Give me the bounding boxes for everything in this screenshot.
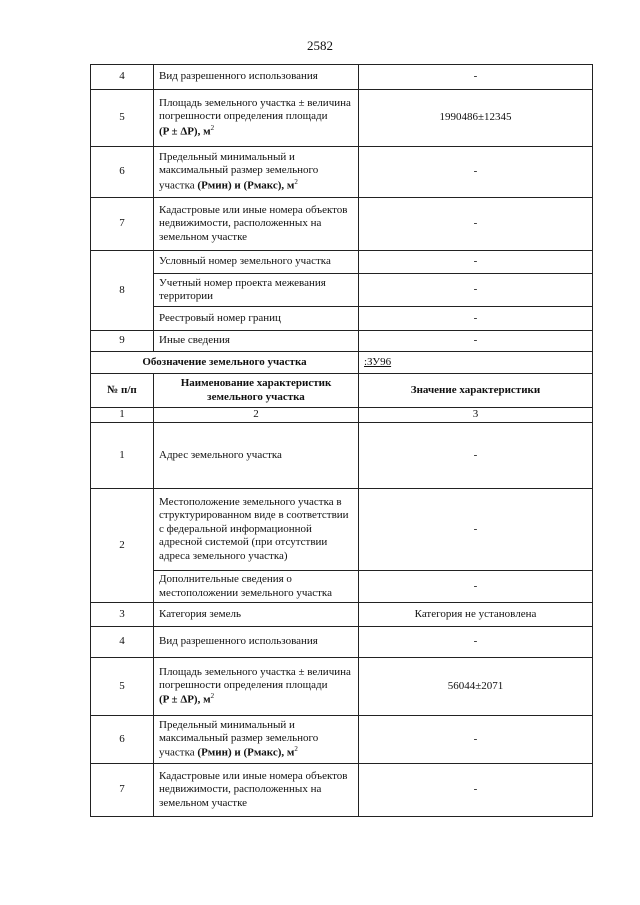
- characteristic-value: -: [359, 251, 593, 274]
- table-row: [91, 658, 593, 716]
- header-row: [91, 374, 593, 408]
- characteristic-value: -: [359, 331, 593, 352]
- row-number: 2: [91, 489, 154, 603]
- characteristic-name: Предельный минимальный и максимальный размер земельного участка (Рмин) и (Рмакс), $м^2$: [154, 147, 359, 198]
- designation-row: [91, 352, 593, 374]
- characteristic-name: Дополнительные сведения о местоположении земельного участка: [154, 571, 359, 603]
- table-row: [91, 147, 593, 198]
- row-number: 4: [91, 65, 154, 90]
- characteristic-value: -: [359, 65, 593, 90]
- row-number: 5: [91, 90, 154, 147]
- row-number: 4: [91, 627, 154, 658]
- row-number: 7: [91, 764, 154, 817]
- characteristic-name: Адрес земельного участка: [154, 423, 359, 489]
- header-name: Наименование характеристик земельного участка: [154, 374, 359, 408]
- characteristic-value: -: [359, 198, 593, 251]
- characteristic-value: Категория не установлена: [359, 603, 593, 627]
- table-row: [91, 716, 593, 764]
- characteristic-name: Условный номер земельного участка: [154, 251, 359, 274]
- header-index-3: 3: [359, 408, 593, 423]
- row-number: 3: [91, 603, 154, 627]
- characteristic-name: Кадастровые или иные номера объектов недвижимости, расположенных на земельном участке: [154, 764, 359, 817]
- characteristic-value: -: [359, 274, 593, 307]
- header-index-2: 2: [154, 408, 359, 423]
- header-index-row: [91, 408, 593, 423]
- table-row: [91, 307, 593, 331]
- characteristic-value: -: [359, 627, 593, 658]
- characteristic-value: -: [359, 423, 593, 489]
- characteristic-name: Реестровый номер границ: [154, 307, 359, 331]
- characteristic-value: -: [359, 716, 593, 764]
- characteristic-name: Вид разрешенного использования: [154, 627, 359, 658]
- designation-value: :ЗУ96: [359, 352, 593, 374]
- row-number: 1: [91, 423, 154, 489]
- table-row: [91, 331, 593, 352]
- table-row: [91, 627, 593, 658]
- characteristic-value: -: [359, 489, 593, 571]
- row-number: 9: [91, 331, 154, 352]
- characteristic-name: Площадь земельного участка ± величина погрешности определения площади (P ± ΔP), $м^2$: [154, 658, 359, 716]
- characteristic-name: Иные сведения: [154, 331, 359, 352]
- characteristic-value: 1990486±12345: [359, 90, 593, 147]
- table-row: [91, 274, 593, 307]
- page-number: 2582: [307, 38, 333, 53]
- characteristic-name: Предельный минимальный и максимальный размер земельного участка (Рмин) и (Рмакс), $м^2$: [154, 716, 359, 764]
- table-row: [91, 764, 593, 817]
- characteristic-name: Вид разрешенного использования: [154, 65, 359, 90]
- row-number: 5: [91, 658, 154, 716]
- characteristic-name: Площадь земельного участка ± величина погрешности определения площади (P ± ΔP), $м^2$: [154, 90, 359, 147]
- characteristic-name: Категория земель: [154, 603, 359, 627]
- characteristic-value: -: [359, 764, 593, 817]
- row-number: 6: [91, 716, 154, 764]
- table-row: [91, 423, 593, 489]
- land-plot-table: [90, 64, 593, 817]
- characteristic-name: Местоположение земельного участка в структурированном виде в соответствии с федеральной информационной адресной системой (при отсутствии адреса земельного участка): [154, 489, 359, 571]
- table-row: [91, 65, 593, 90]
- characteristic-value: 56044±2071: [359, 658, 593, 716]
- row-number: 6: [91, 147, 154, 198]
- characteristic-value: -: [359, 147, 593, 198]
- characteristic-value: -: [359, 571, 593, 603]
- row-number: 8: [91, 251, 154, 331]
- table-row: [91, 198, 593, 251]
- characteristic-value: -: [359, 307, 593, 331]
- table-row: [91, 489, 593, 571]
- header-index-1: 1: [91, 408, 154, 423]
- table-row: [91, 603, 593, 627]
- table-row: [91, 251, 593, 274]
- characteristic-name: Учетный номер проекта межевания территории: [154, 274, 359, 307]
- header-number: № п/п: [91, 374, 154, 408]
- table-row: [91, 90, 593, 147]
- designation-label: Обозначение земельного участка: [91, 352, 359, 374]
- table-row: [91, 571, 593, 603]
- row-number: 7: [91, 198, 154, 251]
- header-value: Значение характеристики: [359, 374, 593, 408]
- characteristic-name: Кадастровые или иные номера объектов недвижимости, расположенных на земельном участке: [154, 198, 359, 251]
